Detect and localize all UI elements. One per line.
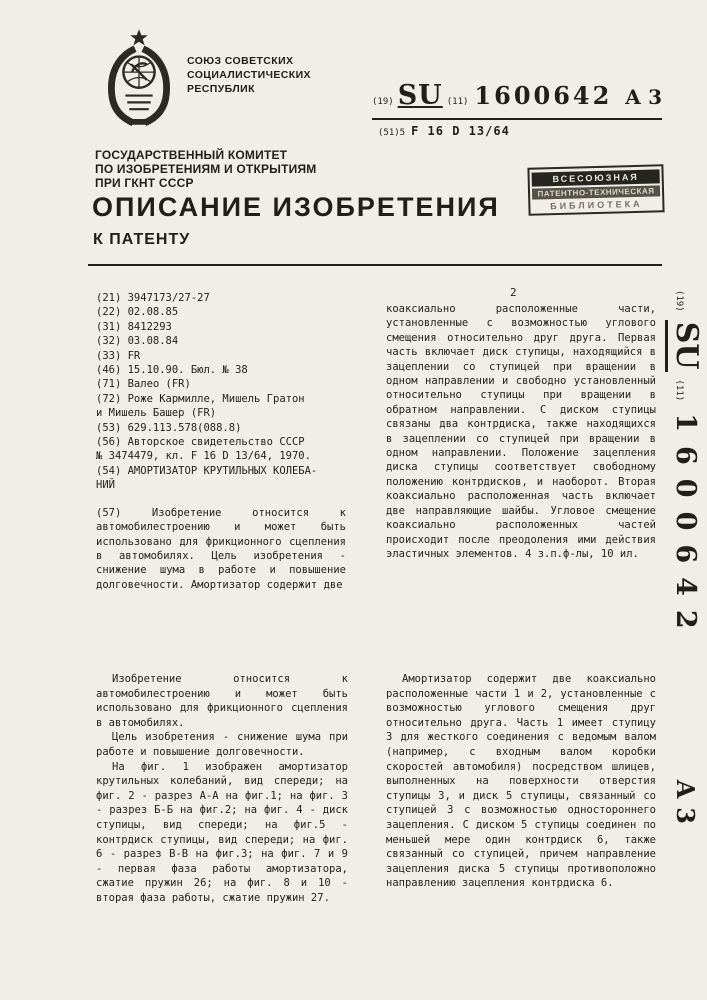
stamp-line-3: БИБЛИОТЕКА — [550, 198, 643, 212]
description-paragraph: Амортизатор содержит две коаксиально расположенные части 1 и 2, установленные с возможностью углового смещения друг относительно друга. Часть 1 имеет ступицу 3 для жесткого соединения с ведомым валом (например, с входным валом коробки скоростей автомобиля) посредством шлицев, выполненных на поверхности отверстия ступицы 3, и диск 5 ступицы, связанный со ступицей 3 с возможностью одностороннего зацепления. С диском 5 ступицы соединен по меньшей мере один контрдиск 6, также связанный со ступицей, причем направление зацепления диска 5 ступицы противоположно направлению зацепления контрдиска 6. — [386, 673, 656, 890]
publication-number: 1600642 — [474, 81, 613, 110]
description-paragraph: На фиг. 1 изображен амортизатор крутильных колебаний, вид спереди; на фиг. 2 - разрез А-А на фиг.1; на фиг. 3 - разрез Б-Б на фиг.2; на фиг. 4 - диск ступицы, вид спереди; на фиг.5 - контрдиск ступицы, вид спереди; на фиг. 6 - разрез В-В на фиг.3; на фиг. 7 и 9 - первая фаза работы амортизатора, сжатие пружин 26; на фиг. 8 и 10 - вторая фаза работы, сжатие пружин 27. — [96, 760, 348, 904]
bibliographic-fields: (21) 3947173/27-27 (22) 02.08.85 (31) 8412293 (32) 03.08.84 (33) FR (46) 15.10.90. Бюл. № 38 (71) Валео (FR) (72) Роже Кармилле, Мишель Гратон и Мишель Башер (FR) (53) 629.113.578(088.8) (56) Авторское свидетельство СССР № 3474479, кл. F 16 D 13/64, 1970. (54) АМОРТИЗАТОР КРУТИЛЬНЫХ КОЛЕБА- НИЙ — [96, 292, 318, 492]
document-kind-code: А 3 — [624, 85, 662, 109]
ipc-classification-row — [378, 124, 510, 138]
abstract-right-part: коаксиально расположенные части, установленные с возможностью углового смещения относительно друг друга. Первая часть включает диск ступицы, находящийся в зацеплении со ступицей при вращении в одном направлении и свободно установленный относительно ступицы при вращении в обратном направлении. С диском ступицы связаны два контрдиска, также находящихся в зацеплении со ступицей при вращении в одном направлении. Положение зацепления диска ступицы соответствует свободному положению контрдисков, и наоборот. Вторая коаксиально расположенная часть включает две направляющие шайбы. Угловое смещение коаксиально расположенных частей происходит после преодоления ими действия эластичных элементов. 4 з.п.ф-лы, 10 ил. — [386, 303, 656, 560]
description-left-column — [96, 672, 348, 906]
inid-51-label: (51)5 — [378, 128, 406, 138]
country-code: SU — [397, 80, 443, 111]
side-inid-19-label: (19) — [674, 290, 684, 312]
side-inid-11-label: (11) — [674, 379, 684, 402]
committee-name: ГОСУДАРСТВЕННЫЙ КОМИТЕТ ПО ИЗОБРЕТЕНИЯМ И ОТКРЫТИЯМ ПРИ ГКНТ СССР — [95, 148, 317, 190]
stamp-line-2: ПАТЕНТНО-ТЕХНИЧЕСКАЯ — [532, 185, 660, 199]
abstract-column — [386, 302, 656, 561]
stamp-line-1: ВСЕСОЮЗНАЯ — [532, 169, 660, 186]
bibliographic-column — [96, 291, 346, 592]
library-stamp — [527, 164, 664, 216]
description-paragraph: Цель изобретения - снижение шума при работе и повышение долговечности. — [96, 731, 348, 758]
side-document-kind-code: А 3 — [671, 779, 700, 824]
inid-19-label: (19) — [372, 97, 394, 107]
side-publication-label — [658, 290, 704, 838]
header-divider — [88, 264, 662, 266]
side-publication-number: 1600642 — [670, 413, 701, 643]
column-page-number: 2 — [510, 286, 517, 299]
document-subtitle: К ПАТЕНТУ — [93, 231, 191, 248]
publication-number-row — [372, 80, 662, 120]
inid-11-label: (11) — [446, 97, 469, 107]
description-paragraph: Изобретение относится к автомобилестроению и может быть использовано для фрикционного сцепления в автомобилях. — [96, 673, 348, 729]
abstract-left-part: (57) Изобретение относится к автомобилестроению и может быть использовано для фрикционного сцепления в автомобилях. Цель изобретения - снижение шума в работе и повышение долговечности. Амортизатор содержит две — [96, 506, 346, 591]
union-name: СОЮЗ СОВЕТСКИХ СОЦИАЛИСТИЧЕСКИХ РЕСПУБЛИК — [187, 55, 311, 95]
document-title: ОПИСАНИЕ ИЗОБРЕТЕНИЯ — [92, 192, 500, 222]
side-country-code: SU — [665, 320, 704, 372]
ussr-coat-of-arms-icon — [100, 26, 178, 130]
ipc-class: F 16 D 13/64 — [411, 124, 510, 138]
description-right-column — [386, 672, 656, 891]
